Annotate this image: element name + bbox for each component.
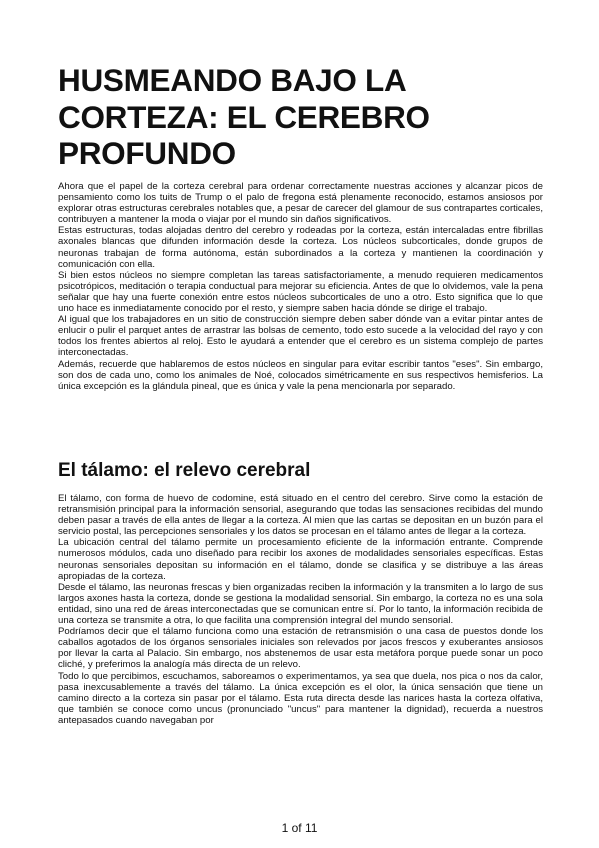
section-text	[58, 493, 543, 726]
paragraph: El tálamo, con forma de huevo de codomine, está situado en el centro del cerebro. Sirve como la estación de retransmisión principal para la información sensorial, asegurando que todas las sensaciones recibidas del mundo deben pasar a través de ella antes de llegar a la corteza. Al mien que las cartas se depositan en un buzón para el servicio postal, las percepciones sensoriales y los datos se procesan en el tálamo antes de llegar a la corteza.	[58, 493, 543, 538]
paragraph: Desde el tálamo, las neuronas frescas y bien organizadas reciben la información y la transmiten a lo largo de sus largos axones hasta la corteza, donde se gestiona la modalidad sensorial. Sin embargo, la corteza no es una sola entidad, sino una red de áreas interconectadas que se comunican entre sí. Por lo tanto, la información recibida de una corteza se transmite a otra, lo que facilita una comprensión integral del mundo sensorial.	[58, 581, 543, 627]
intro-text	[58, 181, 543, 392]
title-line-3: PROFUNDO	[58, 135, 236, 171]
title-line-1: HUSMEANDO BAJO LA	[58, 62, 407, 98]
paragraph: Estas estructuras, todas alojadas dentro del cerebro y rodeadas por la corteza, están intercaladas entre fibrillas axonales blancas que difunden información desde la corteza. Los núcleos subcorticales, donde grupos de neuronas trabajan de forma autónoma, están subordinados a la corteza y mantienen la coordinación y comunicación con ella.	[58, 225, 543, 270]
paragraph: Además, recuerde que hablaremos de estos núcleos en singular para evitar escribir tantos "eses". Sin embargo, son dos de cada uno, como los animales de Noé, colocados simétricamente en sus respectivos hemisferios. La única excepción es la glándula pineal, que es única y vale la pena mencionarla por separado.	[58, 358, 543, 392]
page-title	[58, 62, 538, 172]
paragraph: La ubicación central del tálamo permite un procesamiento eficiente de la información entrante. Comprende numerosos módulos, cada uno diseñado para recibir los axones de modalidades sensoriales específicas. Estas neuronas sensoriales depositan su información en el tálamo, donde se clasifica y se distribuye a las áreas apropiadas de la corteza.	[58, 537, 543, 582]
paragraph: Al igual que los trabajadores en un sitio de construcción siempre deben saber dónde van a evitar pintar antes de enlucir o pulir el parquet antes de arrastrar las bolsas de cemento, todo esto sucede a la velocidad del rayo y con todos los frentes abiertos al reloj. Esto le ayudará a entender que el cerebro es un sistema complejo de partes interconectadas.	[58, 314, 543, 359]
paragraph: Todo lo que percibimos, escuchamos, saboreamos o experimentamos, ya sea que duela, nos pica o nos da calor, pasa inexcusablemente a través del tálamo. La única excepción es el olor, la única sensación que tiene un camino directo a la corteza sin pasar por el tálamo. Esta ruta directa desde las narices hasta la corteza olfativa, que también se conoce como uncus (pronunciado "uncus" para mantener la dignidad), recuerda a nuestros antepasados cuando navegaban por	[58, 670, 543, 726]
paragraph: Podríamos decir que el tálamo funciona como una estación de retransmisión o una casa de puestos donde los caballos agotados de los órganos sensoriales iniciales son relevados por jacos frescos y exuberantes ansiosos por llevar la carta al Palacio. Sin embargo, nos abstenemos de usar esta metáfora porque puede sonar un poco cliché, y preferimos la analogía más directa de un relevo.	[58, 626, 543, 671]
paragraph: Ahora que el papel de la corteza cerebral para ordenar correctamente nuestras acciones y alcanzar picos de pensamiento como los tuits de Trump o el palo de fregona está plenamente reconocido, estamos ansiosos por explorar otras estructuras cerebrales notables que, a pesar de carecer del glamour de sus contrapartes corticales, contribuyen a mantener la moda o viajar por el mundo sin daños significativos.	[58, 181, 543, 226]
title-line-2: CORTEZA: EL CEREBRO	[58, 98, 430, 135]
page-number: 1 of 11	[281, 821, 318, 835]
section-heading: El tálamo: el relevo cerebral	[58, 460, 311, 481]
paragraph: Si bien estos núcleos no siempre completan las tareas satisfactoriamente, a menudo requieren medicamentos psicotrópicos, meditación o terapia conductual para mejorar su eficiencia. Antes de que lo olvidemos, vale la pena señalar que hay una fuerte conexión entre estos núcleos subcorticales de uno a otro. Esto significa que lo que uno hace es inmediatamente conocido por el resto, y siempre saben hacia dónde se dirige el trabajo.	[58, 269, 543, 315]
